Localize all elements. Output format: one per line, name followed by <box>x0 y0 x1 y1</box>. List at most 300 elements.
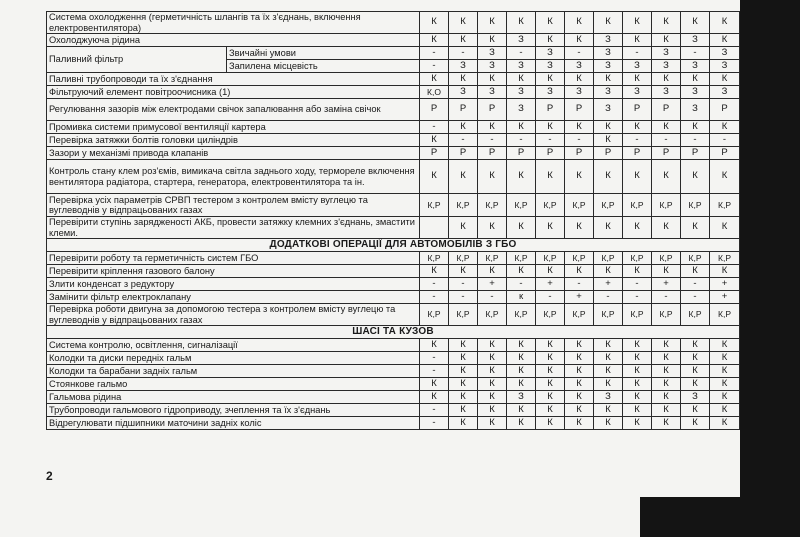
interval-cell: К,Р <box>710 252 740 265</box>
interval-cell: К <box>507 365 536 378</box>
interval-cell: К <box>710 160 740 194</box>
interval-cell: К <box>594 217 623 239</box>
interval-cell: К <box>710 365 740 378</box>
interval-cell: К <box>449 34 478 47</box>
interval-cell: - <box>623 47 652 60</box>
table-row <box>47 194 740 217</box>
operation-name: Паливний фільтр <box>47 47 227 73</box>
interval-cell: - <box>449 278 478 291</box>
interval-cell: З <box>710 47 740 60</box>
interval-cell: К <box>565 417 594 430</box>
interval-cell: + <box>710 278 740 291</box>
interval-cell: К,Р <box>536 252 565 265</box>
interval-cell: К,Р <box>420 252 449 265</box>
table-row <box>47 339 740 352</box>
interval-cell: - <box>623 278 652 291</box>
interval-cell: К <box>565 217 594 239</box>
interval-cell: + <box>594 278 623 291</box>
interval-cell: - <box>565 47 594 60</box>
operation-name: Перевірка усіх параметрів СРВП тестером з контролем вмісту вуглецю та вуглеводнів у відпрацьованих газах <box>47 194 420 217</box>
interval-cell: К,Р <box>710 304 740 326</box>
interval-cell: К <box>652 417 681 430</box>
interval-cell: К,Р <box>681 252 710 265</box>
interval-cell: Р <box>478 99 507 121</box>
interval-cell: К,Р <box>449 304 478 326</box>
interval-cell: К <box>478 378 507 391</box>
interval-cell: + <box>652 278 681 291</box>
interval-cell: - <box>420 121 449 134</box>
interval-cell: К <box>449 417 478 430</box>
interval-cell: К <box>420 391 449 404</box>
interval-cell: К <box>449 121 478 134</box>
interval-cell: З <box>594 47 623 60</box>
interval-cell: К <box>565 34 594 47</box>
table-row <box>47 378 740 391</box>
operation-name: Злити конденсат з редуктору <box>47 278 420 291</box>
interval-cell: - <box>449 134 478 147</box>
table-row <box>47 12 740 34</box>
interval-cell: К <box>681 417 710 430</box>
interval-cell: З <box>536 60 565 73</box>
interval-cell: К <box>594 352 623 365</box>
operation-name: Система контролю, освітлення, сигналізації <box>47 339 420 352</box>
table-row <box>47 134 740 147</box>
interval-cell: К <box>565 365 594 378</box>
interval-cell: - <box>565 278 594 291</box>
table-row <box>47 278 740 291</box>
section-header <box>47 326 740 339</box>
operation-name: Колодки та диски передніх гальм <box>47 352 420 365</box>
interval-cell: К <box>536 365 565 378</box>
interval-cell: К <box>478 339 507 352</box>
interval-cell: - <box>507 134 536 147</box>
interval-cell: К <box>536 404 565 417</box>
interval-cell: К,Р <box>652 252 681 265</box>
interval-cell: К <box>420 339 449 352</box>
interval-cell: К,Р <box>507 194 536 217</box>
maintenance-schedule-table <box>46 11 740 430</box>
interval-cell: К <box>478 265 507 278</box>
interval-cell: К <box>478 121 507 134</box>
interval-cell: З <box>594 99 623 121</box>
interval-cell: - <box>420 365 449 378</box>
interval-cell: К <box>710 352 740 365</box>
operation-name: Відрегулювати підшипники маточини задніх коліс <box>47 417 420 430</box>
interval-cell: К <box>478 352 507 365</box>
interval-cell: К <box>565 339 594 352</box>
interval-cell: К <box>478 404 507 417</box>
interval-cell: К <box>507 217 536 239</box>
interval-cell: К <box>710 378 740 391</box>
interval-cell: З <box>478 60 507 73</box>
interval-cell: К <box>565 121 594 134</box>
interval-cell: К <box>565 265 594 278</box>
interval-cell: К <box>623 217 652 239</box>
interval-cell: З <box>681 86 710 99</box>
interval-cell: З <box>681 60 710 73</box>
interval-cell: К <box>449 217 478 239</box>
interval-cell: К,Р <box>536 304 565 326</box>
interval-cell: - <box>420 404 449 417</box>
interval-cell: К,Р <box>681 194 710 217</box>
interval-cell: - <box>420 291 449 304</box>
interval-cell: - <box>420 352 449 365</box>
operation-name: Охолоджуюча рідина <box>47 34 420 47</box>
interval-cell: К <box>449 265 478 278</box>
interval-cell: К,Р <box>652 304 681 326</box>
operation-name: Перевірити ступінь зарядженості АКБ, провести затяжку клемних з'єднань, змастити клеми. <box>47 217 420 239</box>
operation-name: Фільтруючий елемент повітроочисника (1) <box>47 86 420 99</box>
interval-cell: К <box>594 378 623 391</box>
interval-cell: К <box>623 12 652 34</box>
interval-cell: К <box>652 365 681 378</box>
operation-name: Гальмова рідина <box>47 391 420 404</box>
interval-cell: К <box>681 121 710 134</box>
interval-cell: - <box>710 134 740 147</box>
interval-cell: З <box>594 86 623 99</box>
operation-name: Перевірка затяжки болтів головки циліндрів <box>47 134 420 147</box>
interval-cell: К <box>420 12 449 34</box>
operation-name: Регулювання зазорів між електродами свічок запалювання або заміна свічок <box>47 99 420 121</box>
interval-cell: К,Р <box>478 252 507 265</box>
interval-cell: К,Р <box>565 304 594 326</box>
interval-cell: К <box>565 391 594 404</box>
interval-cell: К <box>623 339 652 352</box>
interval-cell: К <box>623 160 652 194</box>
interval-cell: К <box>536 121 565 134</box>
interval-cell: К,Р <box>420 304 449 326</box>
interval-cell: К <box>478 365 507 378</box>
interval-cell: Р <box>536 99 565 121</box>
interval-cell: З <box>623 86 652 99</box>
table-row <box>47 352 740 365</box>
interval-cell: К <box>652 34 681 47</box>
interval-cell: К <box>652 352 681 365</box>
operation-name: Паливні трубопроводи та їх з'єднання <box>47 73 420 86</box>
interval-cell: К <box>507 404 536 417</box>
interval-cell: К <box>652 391 681 404</box>
interval-cell: К <box>710 404 740 417</box>
interval-cell: К <box>536 217 565 239</box>
interval-cell: - <box>420 278 449 291</box>
interval-cell: З <box>507 86 536 99</box>
interval-cell: К <box>478 160 507 194</box>
interval-cell: К <box>507 352 536 365</box>
interval-cell: К,Р <box>478 304 507 326</box>
table-row <box>47 304 740 326</box>
interval-cell: К,Р <box>449 252 478 265</box>
interval-cell: К,Р <box>507 304 536 326</box>
interval-cell: К,Р <box>681 304 710 326</box>
interval-cell: К <box>449 73 478 86</box>
table-row <box>47 404 740 417</box>
operation-name: Стоянкове гальмо <box>47 378 420 391</box>
interval-cell: - <box>478 291 507 304</box>
interval-cell: З <box>652 86 681 99</box>
interval-cell: К <box>536 34 565 47</box>
interval-cell: З <box>507 391 536 404</box>
interval-cell: З <box>681 34 710 47</box>
interval-cell: - <box>623 134 652 147</box>
interval-cell: К <box>710 339 740 352</box>
interval-cell: - <box>681 278 710 291</box>
section-title: ДОДАТКОВІ ОПЕРАЦІЇ ДЛЯ АВТОМОБІЛІВ З ГБО <box>47 239 740 252</box>
interval-cell: К <box>681 378 710 391</box>
interval-cell: К <box>536 378 565 391</box>
section-header <box>47 239 740 252</box>
table-row <box>47 121 740 134</box>
interval-cell: К <box>681 265 710 278</box>
interval-cell: Р <box>478 147 507 160</box>
interval-cell: К,Р <box>623 304 652 326</box>
interval-cell: К <box>594 365 623 378</box>
interval-cell: К <box>623 404 652 417</box>
interval-cell: К <box>507 417 536 430</box>
operation-name: Контроль стану клем роз'ємів, вимикача світла заднього ходу, термореле включення вентилятора радіатора, стартера, генератора, електровентилятора та ін. <box>47 160 420 194</box>
interval-cell: К,Р <box>565 194 594 217</box>
interval-cell: К <box>536 352 565 365</box>
operation-name: Перевірка роботи двигуна за допомогою тестера з контролем вмісту вуглецю та вуглеводнів у відпрацьованих газах <box>47 304 420 326</box>
interval-cell: - <box>681 291 710 304</box>
table-row <box>47 99 740 121</box>
interval-cell: З <box>594 391 623 404</box>
interval-cell: З <box>507 99 536 121</box>
table-row <box>47 160 740 194</box>
interval-cell: К <box>594 12 623 34</box>
interval-cell: - <box>478 134 507 147</box>
interval-cell: З <box>565 60 594 73</box>
interval-cell: К <box>652 121 681 134</box>
interval-cell: К,Р <box>536 194 565 217</box>
interval-cell: К <box>507 73 536 86</box>
interval-cell: К <box>565 378 594 391</box>
interval-cell: К,Р <box>652 194 681 217</box>
interval-cell: + <box>565 291 594 304</box>
table-row <box>47 73 740 86</box>
interval-cell: К,Р <box>710 194 740 217</box>
interval-cell: К <box>710 121 740 134</box>
table-row <box>47 217 740 239</box>
interval-cell: Р <box>565 147 594 160</box>
interval-cell: - <box>652 291 681 304</box>
interval-cell: З <box>652 60 681 73</box>
interval-cell: К <box>594 73 623 86</box>
interval-cell: Р <box>507 147 536 160</box>
interval-cell: К <box>652 12 681 34</box>
interval-cell: З <box>507 34 536 47</box>
interval-cell: К <box>623 417 652 430</box>
interval-cell: К,Р <box>594 194 623 217</box>
interval-cell: К <box>681 352 710 365</box>
interval-cell: Р <box>652 147 681 160</box>
operation-name: Перевірити роботу та герметичність систем ГБО <box>47 252 420 265</box>
page-number: 2 <box>46 469 53 483</box>
interval-cell: - <box>449 47 478 60</box>
interval-cell: К <box>594 339 623 352</box>
interval-cell: К <box>710 34 740 47</box>
interval-cell: - <box>420 47 449 60</box>
interval-cell: К <box>710 12 740 34</box>
interval-cell: К <box>565 73 594 86</box>
interval-cell: К <box>623 365 652 378</box>
interval-cell: - <box>507 47 536 60</box>
interval-cell: К <box>420 73 449 86</box>
interval-cell: З <box>652 47 681 60</box>
interval-cell: К <box>652 265 681 278</box>
interval-cell: К <box>449 12 478 34</box>
interval-cell: К <box>478 391 507 404</box>
operation-name: Зазори у механізмі привода клапанів <box>47 147 420 160</box>
interval-cell: - <box>420 60 449 73</box>
interval-cell: Р <box>652 99 681 121</box>
interval-cell: Р <box>710 147 740 160</box>
interval-cell: Р <box>449 99 478 121</box>
table-row <box>47 391 740 404</box>
operation-condition: Звичайні умови <box>227 47 420 60</box>
interval-cell: Р <box>565 99 594 121</box>
interval-cell: К <box>449 378 478 391</box>
interval-cell: К <box>594 134 623 147</box>
interval-cell: З <box>594 60 623 73</box>
interval-cell: К <box>652 339 681 352</box>
interval-cell: К <box>536 73 565 86</box>
interval-cell: К <box>565 404 594 417</box>
interval-cell: К <box>623 265 652 278</box>
section-title: ШАСІ ТА КУЗОВ <box>47 326 740 339</box>
interval-cell: К <box>594 404 623 417</box>
interval-cell: Р <box>681 147 710 160</box>
interval-cell: З <box>565 86 594 99</box>
operation-name: Система охолодження (герметичність шлангів та їх з'єднань, включення електровентилятора) <box>47 12 420 34</box>
interval-cell: К,Р <box>594 304 623 326</box>
interval-cell: Р <box>623 99 652 121</box>
interval-cell: К <box>594 160 623 194</box>
interval-cell: Р <box>536 147 565 160</box>
interval-cell: К,Р <box>478 194 507 217</box>
interval-cell: К <box>565 160 594 194</box>
interval-cell: З <box>478 86 507 99</box>
interval-cell: К <box>420 160 449 194</box>
interval-cell: К <box>449 160 478 194</box>
interval-cell: К <box>594 121 623 134</box>
interval-cell: К <box>681 217 710 239</box>
interval-cell: - <box>681 134 710 147</box>
operation-name: Промивка системи примусової вентиляції картера <box>47 121 420 134</box>
interval-cell: К <box>681 160 710 194</box>
interval-cell: к <box>507 291 536 304</box>
interval-cell: К,Р <box>623 194 652 217</box>
interval-cell: З <box>536 47 565 60</box>
interval-cell: К <box>681 12 710 34</box>
interval-cell: Р <box>710 99 740 121</box>
interval-cell: К <box>507 121 536 134</box>
interval-cell: К <box>652 217 681 239</box>
table-row <box>47 86 740 99</box>
interval-cell: К <box>420 378 449 391</box>
interval-cell: К <box>652 73 681 86</box>
interval-cell: - <box>536 291 565 304</box>
interval-cell: + <box>478 278 507 291</box>
interval-cell: - <box>681 47 710 60</box>
interval-cell: З <box>623 60 652 73</box>
interval-cell: К <box>507 12 536 34</box>
interval-cell: К <box>652 404 681 417</box>
interval-cell: К <box>420 265 449 278</box>
interval-cell: К <box>652 378 681 391</box>
interval-cell: - <box>623 291 652 304</box>
interval-cell: К <box>681 404 710 417</box>
table-row <box>47 291 740 304</box>
interval-cell: З <box>536 86 565 99</box>
interval-cell: К <box>536 339 565 352</box>
interval-cell: К <box>710 73 740 86</box>
interval-cell: К <box>623 73 652 86</box>
interval-cell: З <box>449 60 478 73</box>
interval-cell: К <box>710 417 740 430</box>
interval-cell: К <box>449 352 478 365</box>
interval-cell: К <box>478 73 507 86</box>
table-row <box>47 147 740 160</box>
interval-cell: - <box>565 134 594 147</box>
interval-cell: К,Р <box>623 252 652 265</box>
interval-cell: К <box>449 339 478 352</box>
interval-cell: К <box>536 265 565 278</box>
interval-cell: К <box>710 217 740 239</box>
interval-cell: Р <box>623 147 652 160</box>
interval-cell: К <box>478 217 507 239</box>
interval-cell: К <box>594 417 623 430</box>
interval-cell: - <box>449 291 478 304</box>
interval-cell: К <box>623 352 652 365</box>
operation-name: Трубопроводи гальмового гідроприводу, зчеплення та їх з'єднань <box>47 404 420 417</box>
interval-cell: К,Р <box>420 194 449 217</box>
interval-cell: К <box>449 404 478 417</box>
interval-cell: З <box>594 34 623 47</box>
interval-cell: З <box>478 47 507 60</box>
interval-cell: К <box>710 391 740 404</box>
interval-cell: К <box>623 34 652 47</box>
interval-cell: + <box>536 278 565 291</box>
table-row <box>47 265 740 278</box>
table-row <box>47 34 740 47</box>
interval-cell: К <box>565 352 594 365</box>
interval-cell: К <box>623 391 652 404</box>
interval-cell: К <box>507 339 536 352</box>
interval-cell: К <box>623 121 652 134</box>
table-row <box>47 47 740 60</box>
interval-cell: К <box>536 417 565 430</box>
operation-name: Перевірити кріплення газового балону <box>47 265 420 278</box>
interval-cell: К,Р <box>594 252 623 265</box>
operation-condition: Запилена місцевість <box>227 60 420 73</box>
interval-cell: К <box>536 391 565 404</box>
interval-cell <box>420 217 449 239</box>
interval-cell: К <box>507 160 536 194</box>
interval-cell: Р <box>420 99 449 121</box>
interval-cell: - <box>420 417 449 430</box>
interval-cell: - <box>652 134 681 147</box>
table-row <box>47 365 740 378</box>
interval-cell: К <box>536 12 565 34</box>
interval-cell: К <box>623 378 652 391</box>
interval-cell: К,Р <box>565 252 594 265</box>
interval-cell: К <box>681 73 710 86</box>
interval-cell: З <box>710 86 740 99</box>
operation-name: Замінити фільтр електроклапану <box>47 291 420 304</box>
interval-cell: К <box>507 265 536 278</box>
interval-cell: К <box>594 265 623 278</box>
operation-name: Колодки та барабани задніх гальм <box>47 365 420 378</box>
